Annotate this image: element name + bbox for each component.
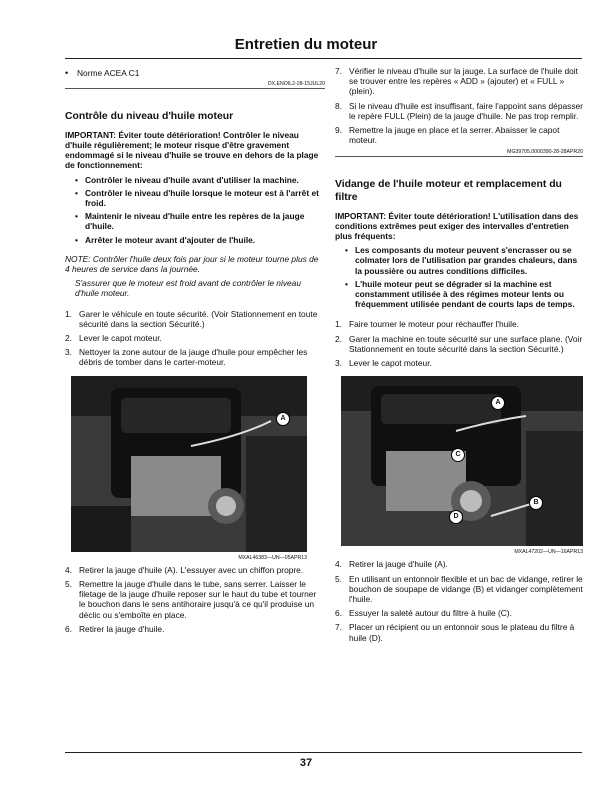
note-text: NOTE: Contrôler l'huile deux fois par jour si le moteur tourne plus de 4 heures de service dans la journée. <box>65 253 319 275</box>
step-item <box>335 559 583 569</box>
step-text: Retirer la jauge d'huile (A). <box>349 559 448 570</box>
bullet-icon: • <box>75 187 78 198</box>
list-item <box>65 175 325 185</box>
page-title: Entretien du moteur <box>234 36 378 53</box>
step-text: Nettoyer la zone autour de la jauge d'huile pour empêcher les débris de tomber dans le carter-moteur. <box>79 347 308 368</box>
step-item <box>335 608 583 618</box>
callout-c: C <box>451 448 465 462</box>
important-notice: IMPORTANT: Éviter toute détérioration! Contrôler le niveau d'huile régulièrement; le moteur risque d'être gravement endommagé si le niveau d'huile se trouve en dehors de la plage de fonctionnement: <box>65 129 319 171</box>
step-item <box>65 565 325 575</box>
step-number: 5. <box>65 579 72 590</box>
step-text: Garer le véhicule en toute sécurité. (Voir Stationnement en toute sécurité dans la section Sécurité.) <box>79 308 318 329</box>
reference-code: MG39705,0000390-28-28APR20 <box>507 149 583 156</box>
reference-code: DX,ENOIL2-28-15JUL20 <box>267 81 325 88</box>
callout-b: B <box>529 496 543 510</box>
bullet-icon: • <box>75 234 78 245</box>
list-item <box>335 279 583 310</box>
list-item <box>65 235 325 245</box>
step-number: 8. <box>335 100 342 111</box>
list-item <box>65 68 325 78</box>
step-text: En utilisant un entonnoir flexible et un bac de vidange, retirer le bouchon de soupape de vidange (B) et vidanger complètement l'huile. <box>349 573 583 605</box>
step-number: 4. <box>335 559 342 570</box>
step-item <box>65 624 325 634</box>
step-number: 6. <box>335 608 342 619</box>
step-text: Garer la machine en toute sécurité sur une surface plane. (Voir Stationnement en toute sécurité dans la section Sécurité.) <box>349 333 583 354</box>
step-number: 1. <box>335 319 342 330</box>
step-item <box>335 66 583 97</box>
note-text: S'assurer que le moteur est froid avant de contrôler le niveau d'huile moteur. <box>75 278 301 299</box>
step-number: 3. <box>335 358 342 369</box>
right-column <box>335 66 583 647</box>
step-item <box>65 333 325 343</box>
step-list <box>65 309 325 368</box>
step-number: 1. <box>65 308 72 319</box>
list-item <box>335 245 583 276</box>
important-notice: IMPORTANT: Éviter toute détérioration! L'utilisation dans des conditions extrêmes peut exiger des intervalles d'entretien plus fréquents: <box>335 210 579 242</box>
step-item <box>335 574 583 605</box>
list-item-text: L'huile moteur peut se dégrader si la machine est constamment utilisée à des régimes moteur lents ou fréquemment utilisée pendant de courts laps de temps. <box>355 278 575 310</box>
step-text: Faire tourner le moteur pour réchauffer l'huile. <box>349 319 519 330</box>
engine-photo <box>71 376 307 552</box>
step-number: 5. <box>335 573 342 584</box>
section-divider <box>335 156 583 157</box>
figure-caption: MXAL46383—UN—05APR13 <box>238 554 307 561</box>
callout-d: D <box>449 510 463 524</box>
step-item <box>335 334 583 354</box>
section-divider <box>65 88 325 89</box>
step-text: Si le niveau d'huile est insuffisant, faire l'appoint sans dépasser le repère FULL (Plein) de la jauge d'huile. Ne pas trop remplir. <box>349 100 583 121</box>
step-number: 2. <box>335 333 342 344</box>
step-text: Placer un récipient ou un entonnoir sous le plateau du filtre à huile (D). <box>349 622 575 643</box>
section-title: Vidange de l'huile moteur et remplacement du filtre <box>335 179 562 204</box>
step-item <box>335 622 583 642</box>
step-text: Vérifier le niveau d'huile sur la jauge. La surface de l'huile doit se trouver entre les repères « ADD » (ajouter) et « FULL » (plein). <box>349 66 578 97</box>
step-number: 7. <box>335 622 342 633</box>
step-list <box>335 319 583 368</box>
step-number: 9. <box>335 125 342 136</box>
note <box>65 254 325 299</box>
list-item <box>65 211 325 231</box>
step-number: 3. <box>65 347 72 358</box>
step-item <box>335 319 583 329</box>
step-list <box>335 66 583 145</box>
list-item-text: Les composants du moteur peuvent s'encrasser ou se colmater lors de l'utilisation par grandes chaleurs, dans la poussière ou autres conditions difficiles. <box>355 245 578 276</box>
step-item <box>335 125 583 145</box>
bullet-icon: • <box>345 278 348 289</box>
bullet-icon: • <box>65 68 69 78</box>
list-item-text: Norme ACEA C1 <box>77 68 140 78</box>
step-text: Lever le capot moteur. <box>79 333 162 344</box>
bullet-list <box>335 245 583 309</box>
bullet-list <box>65 175 325 245</box>
engine-illustration <box>71 376 307 552</box>
list-item-text: Contrôler le niveau d'huile lorsque le moteur est à l'arrêt et froid. <box>85 187 319 209</box>
step-item <box>65 309 325 329</box>
callout-a: A <box>491 396 505 410</box>
step-item <box>65 347 325 367</box>
step-number: 6. <box>65 623 72 634</box>
step-item <box>335 358 583 368</box>
list-item-text: Maintenir le niveau d'huile entre les repères de la jauge d'huile. <box>85 211 305 232</box>
step-text: Remettre la jauge en place et la serrer. Abaisser le capot moteur. <box>349 125 560 146</box>
step-list <box>335 559 583 642</box>
step-text: Essuyer la saleté autour du filtre à huile (C). <box>349 608 512 619</box>
step-number: 4. <box>65 564 72 575</box>
step-list <box>65 565 325 634</box>
step-text: Lever le capot moteur. <box>349 358 432 369</box>
title-divider <box>65 58 582 59</box>
footer-divider <box>65 752 582 753</box>
figure-caption: MXAL47202—UN—16APR13 <box>514 549 583 556</box>
list-item-text: Arrêter le moteur avant d'ajouter de l'huile. <box>85 234 256 245</box>
left-column <box>65 66 325 638</box>
step-text: Retirer la jauge d'huile. <box>79 623 165 634</box>
bullet-icon: • <box>75 211 78 222</box>
bullet-icon: • <box>75 174 78 185</box>
step-number: 7. <box>335 66 342 76</box>
page-number: 37 <box>299 757 313 769</box>
list-item <box>65 188 325 208</box>
engine-photo <box>341 376 583 546</box>
step-number: 2. <box>65 333 72 344</box>
callout-a: A <box>276 412 290 426</box>
section-title: Contrôle du niveau d'huile moteur <box>65 111 234 123</box>
step-item <box>65 579 325 620</box>
step-text: Retirer la jauge d'huile (A). L'essuyer avec un chiffon propre. <box>79 564 304 575</box>
engine-illustration <box>341 376 583 546</box>
bullet-icon: • <box>345 245 348 256</box>
step-text: Remettre la jauge d'huile dans le tube, sans serrer. Laisser le filetage de la jauge d'huile reposer sur le haut du tube et tourner le bouchon dans le sens antihoraire jusqu'à ce qu'il produise un déclic ou s'emboîte en place. <box>79 579 317 620</box>
step-item <box>335 101 583 121</box>
list-item-text: Contrôler le niveau d'huile avant d'utiliser la machine. <box>85 174 299 185</box>
